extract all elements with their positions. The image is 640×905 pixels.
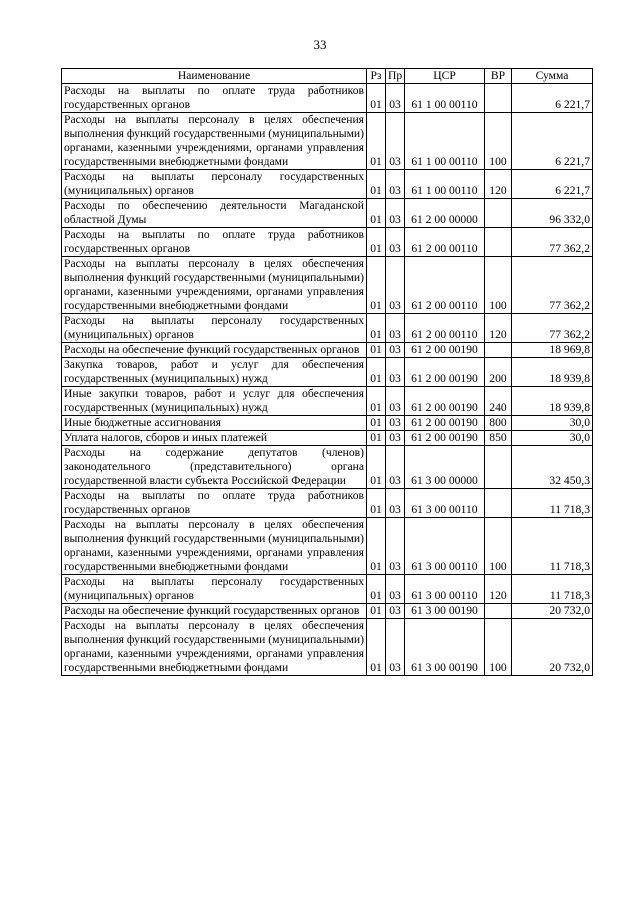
row-csr: 61 2 00 00110 — [405, 314, 485, 343]
row-rz: 01 — [367, 387, 386, 416]
row-pr: 03 — [386, 416, 405, 431]
header-vr: ВР — [485, 69, 512, 84]
row-sum: 77 362,2 — [512, 314, 593, 343]
row-csr: 61 2 00 00190 — [405, 343, 485, 358]
header-csr: ЦСР — [405, 69, 485, 84]
row-name: Расходы на обеспечение функций государственных органов — [62, 604, 367, 619]
row-vr — [485, 446, 512, 489]
row-pr: 03 — [386, 431, 405, 446]
row-vr — [485, 489, 512, 518]
row-rz: 01 — [367, 416, 386, 431]
row-pr: 03 — [386, 199, 405, 228]
header-sum: Сумма — [512, 69, 593, 84]
row-rz: 01 — [367, 343, 386, 358]
row-csr: 61 1 00 00110 — [405, 170, 485, 199]
row-vr: 120 — [485, 575, 512, 604]
table-row — [62, 358, 593, 387]
row-pr: 03 — [386, 619, 405, 676]
table-row — [62, 489, 593, 518]
row-name: Иные бюджетные ассигнования — [62, 416, 367, 431]
row-rz: 01 — [367, 314, 386, 343]
table-row — [62, 170, 593, 199]
row-pr: 03 — [386, 84, 405, 113]
row-name: Расходы на выплаты персоналу в целях обеспечения выполнения функций государственными (муниципальными) органами, казенными учреждениями, органами управления государственными внебюджетными фондами — [62, 257, 367, 314]
row-pr: 03 — [386, 518, 405, 575]
table-row — [62, 387, 593, 416]
table-row — [62, 113, 593, 170]
row-rz: 01 — [367, 431, 386, 446]
row-sum: 18 969,8 — [512, 343, 593, 358]
row-sum: 30,0 — [512, 431, 593, 446]
table-row — [62, 228, 593, 257]
row-vr: 800 — [485, 416, 512, 431]
row-name: Расходы на выплаты по оплате труда работников государственных органов — [62, 84, 367, 113]
row-vr: 240 — [485, 387, 512, 416]
row-pr: 03 — [386, 446, 405, 489]
row-csr: 61 2 00 00110 — [405, 228, 485, 257]
row-rz: 01 — [367, 619, 386, 676]
row-csr: 61 3 00 00190 — [405, 619, 485, 676]
row-sum: 30,0 — [512, 416, 593, 431]
row-sum: 11 718,3 — [512, 489, 593, 518]
row-sum: 11 718,3 — [512, 575, 593, 604]
row-rz: 01 — [367, 257, 386, 314]
row-name: Расходы на выплаты по оплате труда работников государственных органов — [62, 489, 367, 518]
row-vr: 850 — [485, 431, 512, 446]
row-pr: 03 — [386, 170, 405, 199]
row-pr: 03 — [386, 604, 405, 619]
row-csr: 61 3 00 00110 — [405, 575, 485, 604]
row-vr — [485, 84, 512, 113]
row-sum: 96 332,0 — [512, 199, 593, 228]
row-csr: 61 3 00 00190 — [405, 604, 485, 619]
row-sum: 11 718,3 — [512, 518, 593, 575]
row-csr: 61 2 00 00190 — [405, 416, 485, 431]
row-sum: 20 732,0 — [512, 604, 593, 619]
row-rz: 01 — [367, 446, 386, 489]
row-sum: 20 732,0 — [512, 619, 593, 676]
row-rz: 01 — [367, 489, 386, 518]
header-rz: Рз — [367, 69, 386, 84]
row-vr — [485, 199, 512, 228]
row-csr: 61 3 00 00110 — [405, 518, 485, 575]
table-row — [62, 343, 593, 358]
row-sum: 77 362,2 — [512, 228, 593, 257]
row-name: Расходы на выплаты по оплате труда работников государственных органов — [62, 228, 367, 257]
row-name: Расходы на выплаты персоналу в целях обеспечения выполнения функций государственными (муниципальными) органами, казенными учреждениями, органами управления государственными внебюджетными фондами — [62, 113, 367, 170]
table-row — [62, 431, 593, 446]
row-rz: 01 — [367, 518, 386, 575]
row-sum: 6 221,7 — [512, 113, 593, 170]
row-sum: 32 450,3 — [512, 446, 593, 489]
row-pr: 03 — [386, 228, 405, 257]
row-vr: 100 — [485, 113, 512, 170]
table-row — [62, 575, 593, 604]
row-name: Закупка товаров, работ и услуг для обеспечения государственных (муниципальных) нужд — [62, 358, 367, 387]
table-body — [62, 84, 593, 676]
row-pr: 03 — [386, 113, 405, 170]
table-row — [62, 416, 593, 431]
row-rz: 01 — [367, 170, 386, 199]
row-vr: 120 — [485, 314, 512, 343]
table-row — [62, 446, 593, 489]
row-name: Расходы на содержание депутатов (членов) законодательного (представительного) органа государственной власти субъекта Российской Федерации — [62, 446, 367, 489]
row-csr: 61 2 00 00110 — [405, 257, 485, 314]
row-name: Иные закупки товаров, работ и услуг для обеспечения государственных (муниципальных) нужд — [62, 387, 367, 416]
row-sum: 77 362,2 — [512, 257, 593, 314]
row-csr: 61 3 00 00000 — [405, 446, 485, 489]
row-csr: 61 1 00 00110 — [405, 84, 485, 113]
row-vr — [485, 604, 512, 619]
table-row — [62, 604, 593, 619]
header-pr: Пр — [386, 69, 405, 84]
row-rz: 01 — [367, 228, 386, 257]
row-pr: 03 — [386, 575, 405, 604]
row-rz: 01 — [367, 358, 386, 387]
row-rz: 01 — [367, 84, 386, 113]
row-vr: 100 — [485, 619, 512, 676]
row-rz: 01 — [367, 575, 386, 604]
row-name: Расходы по обеспечению деятельности Магаданской областной Думы — [62, 199, 367, 228]
row-vr: 100 — [485, 257, 512, 314]
row-rz: 01 — [367, 604, 386, 619]
table-row — [62, 619, 593, 676]
row-name: Расходы на выплаты персоналу государственных (муниципальных) органов — [62, 575, 367, 604]
table-header-row — [62, 69, 593, 84]
row-csr: 61 3 00 00110 — [405, 489, 485, 518]
row-name: Расходы на выплаты персоналу государственных (муниципальных) органов — [62, 314, 367, 343]
row-pr: 03 — [386, 343, 405, 358]
row-vr: 120 — [485, 170, 512, 199]
row-csr: 61 2 00 00190 — [405, 387, 485, 416]
row-sum: 6 221,7 — [512, 170, 593, 199]
header-name: Наименование — [62, 69, 367, 84]
row-name: Расходы на выплаты персоналу в целях обеспечения выполнения функций государственными (муниципальными) органами, казенными учреждениями, органами управления государственными внебюджетными фондами — [62, 518, 367, 575]
page-number: 33 — [313, 37, 327, 52]
table-row — [62, 84, 593, 113]
row-pr: 03 — [386, 489, 405, 518]
row-name: Расходы на обеспечение функций государственных органов — [62, 343, 367, 358]
row-csr: 61 2 00 00000 — [405, 199, 485, 228]
row-name: Расходы на выплаты персоналу государственных (муниципальных) органов — [62, 170, 367, 199]
row-csr: 61 2 00 00190 — [405, 431, 485, 446]
row-pr: 03 — [386, 387, 405, 416]
row-rz: 01 — [367, 199, 386, 228]
row-pr: 03 — [386, 257, 405, 314]
row-vr: 100 — [485, 518, 512, 575]
row-name: Уплата налогов, сборов и иных платежей — [62, 431, 367, 446]
table-row — [62, 314, 593, 343]
table-row — [62, 257, 593, 314]
row-csr: 61 2 00 00190 — [405, 358, 485, 387]
row-name: Расходы на выплаты персоналу в целях обеспечения выполнения функций государственными (муниципальными) органами, казенными учреждениями, органами управления государственными внебюджетными фондами — [62, 619, 367, 676]
table-row — [62, 199, 593, 228]
row-sum: 6 221,7 — [512, 84, 593, 113]
budget-table — [61, 68, 593, 676]
table-row — [62, 518, 593, 575]
row-csr: 61 1 00 00110 — [405, 113, 485, 170]
row-pr: 03 — [386, 314, 405, 343]
row-vr: 200 — [485, 358, 512, 387]
row-vr — [485, 228, 512, 257]
row-pr: 03 — [386, 358, 405, 387]
row-vr — [485, 343, 512, 358]
row-rz: 01 — [367, 113, 386, 170]
row-sum: 18 939,8 — [512, 387, 593, 416]
row-sum: 18 939,8 — [512, 358, 593, 387]
